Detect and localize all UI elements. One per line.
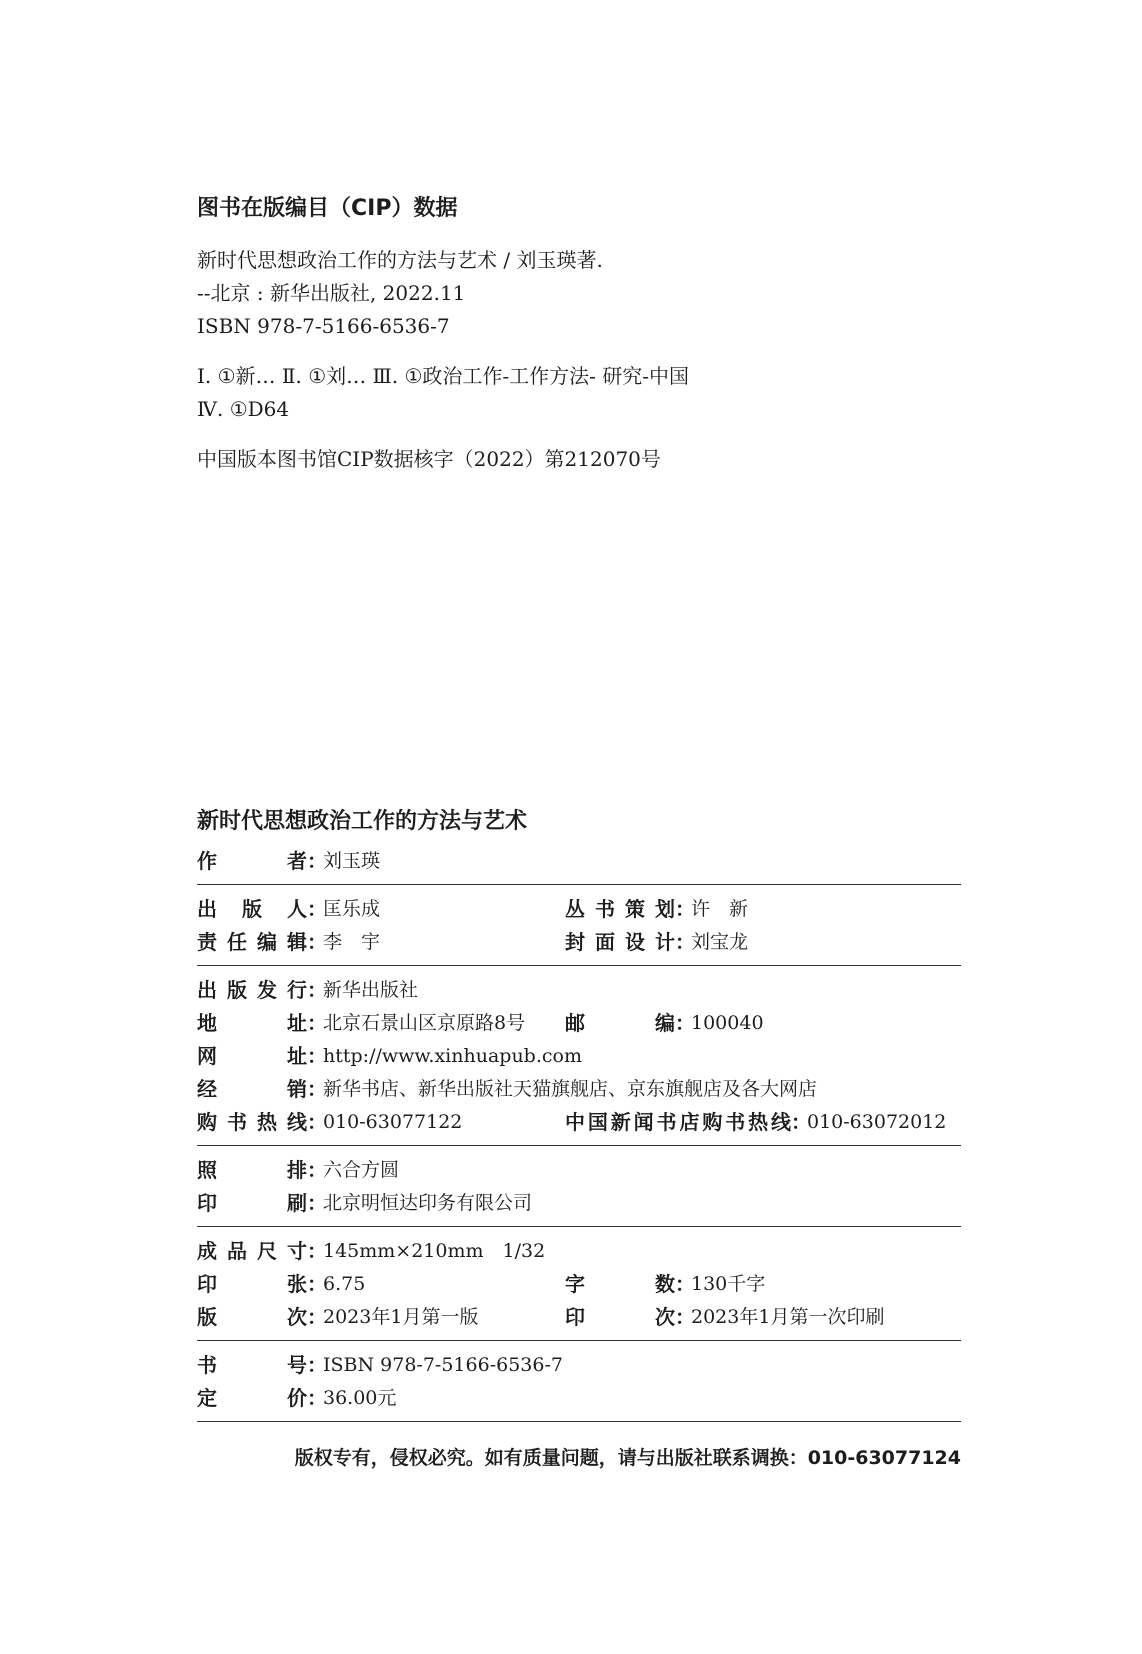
word-count-label: 字数 (565, 1272, 675, 1296)
colon: ： (307, 1305, 327, 1329)
edition-value: 2023年1月第一版 (323, 1306, 479, 1328)
colon: ： (307, 1272, 327, 1296)
imprint-row (197, 1382, 961, 1415)
edition-cell (197, 1301, 478, 1334)
colon: ： (675, 1272, 695, 1296)
colon: ： (307, 1011, 327, 1035)
colon: ： (307, 1386, 327, 1410)
size-value: 145mm×210mm 1/32 (323, 1240, 546, 1262)
hotline-label: 购书热线 (197, 1110, 307, 1134)
imprint-row (197, 893, 961, 926)
colon: ： (675, 1011, 695, 1035)
sellers-label: 经销 (197, 1077, 307, 1101)
cip-record-line: 中国版本图书馆CIP数据核字（2022）第212070号 (197, 447, 661, 471)
series-planner-cell (565, 893, 748, 926)
price-label: 定价 (197, 1386, 307, 1410)
imprint-row (197, 974, 961, 1007)
author-value: 刘玉瑛 (323, 850, 381, 872)
cip-isbn-line: ISBN 978-7-5166-6536-7 (197, 314, 450, 338)
news-hotline-cell (565, 1106, 946, 1139)
colon: ： (307, 1191, 327, 1215)
imprint-group-specs (197, 1227, 961, 1341)
cover-design-label: 封面设计 (565, 930, 675, 954)
word-count-cell (565, 1268, 765, 1301)
imprint-row (197, 926, 961, 959)
colon: ： (307, 1044, 327, 1068)
publisher-label: 出版人 (197, 897, 307, 921)
news-hotline-label: 中国新闻书店购书热线 (565, 1110, 791, 1134)
hotline-value: 010-63077122 (323, 1111, 463, 1133)
publisher-value: 匡乐成 (323, 898, 381, 920)
typesetting-label: 照排 (197, 1158, 307, 1182)
imprint-row (197, 1187, 961, 1220)
cover-design-value: 刘宝龙 (691, 931, 749, 953)
address-label: 地址 (197, 1011, 307, 1035)
copyright-notice: 版权专有，侵权必究。如有质量问题，请与出版社联系调换：010-63077124 (294, 1447, 961, 1469)
cip-heading: 图书在版编目（CIP）数据 (197, 196, 458, 221)
colon: ： (307, 849, 327, 873)
postcode-value: 100040 (691, 1012, 764, 1034)
imprint-row (197, 1349, 961, 1382)
sellers-value: 新华书店、新华出版社天猫旗舰店、京东旗舰店及各大网店 (323, 1078, 818, 1100)
imprint-row (197, 1040, 961, 1073)
imprint-row (197, 1301, 961, 1334)
website-label: 网址 (197, 1044, 307, 1068)
book-number-cell (197, 1349, 563, 1382)
size-label: 成品尺寸 (197, 1239, 307, 1263)
printer-label: 印刷 (197, 1191, 307, 1215)
editor-value: 李 宇 (323, 931, 381, 953)
cip-classification-line-2: Ⅳ. ①D64 (197, 397, 290, 421)
imprint-row (197, 1073, 961, 1106)
imprint-row (197, 1268, 961, 1301)
sheets-value: 6.75 (323, 1273, 366, 1295)
cip-block (197, 194, 957, 476)
imprint-row (197, 1154, 961, 1187)
colon: ： (791, 1110, 811, 1134)
colon: ： (307, 1158, 327, 1182)
price-cell (197, 1382, 396, 1415)
impression-label: 印次 (565, 1305, 675, 1329)
postcode-cell (565, 1007, 764, 1040)
colon: ： (675, 930, 695, 954)
imprint-block (197, 845, 961, 1422)
author-label: 作者 (197, 849, 307, 873)
impression-value: 2023年1月第一次印刷 (691, 1306, 885, 1328)
editor-cell (197, 926, 380, 959)
sheets-label: 印张 (197, 1272, 307, 1296)
colon: ： (307, 930, 327, 954)
book-title: 新时代思想政治工作的方法与艺术 (197, 809, 528, 834)
hotline-cell (197, 1106, 462, 1139)
publisher-cell (197, 893, 380, 926)
impression-cell (565, 1301, 884, 1334)
imprint-group-distribution (197, 966, 961, 1146)
cip-title-line: 新时代思想政治工作的方法与艺术 / 刘玉瑛著. (197, 248, 603, 272)
size-cell (197, 1235, 545, 1268)
imprint-row (197, 1106, 961, 1139)
imprint-group-isbn (197, 1341, 961, 1422)
edition-label: 版次 (197, 1305, 307, 1329)
book-number-value: ISBN 978-7-5166-6536-7 (323, 1354, 563, 1376)
colon: ： (307, 1110, 327, 1134)
word-count-value: 130千字 (691, 1273, 766, 1295)
book-number-label: 书号 (197, 1353, 307, 1377)
imprint-group-editorial (197, 885, 961, 966)
cip-spacer (197, 426, 957, 443)
colon: ： (307, 1077, 327, 1101)
typesetting-value: 六合方圆 (323, 1159, 400, 1181)
website-value: http://www.xinhuapub.com (323, 1045, 582, 1067)
distributor-cell (197, 974, 418, 1007)
cip-spacer (197, 343, 957, 360)
distributor-label: 出版发行 (197, 978, 307, 1002)
printer-cell (197, 1187, 532, 1220)
sheets-cell (197, 1268, 365, 1301)
address-cell (197, 1007, 525, 1040)
colon: ： (675, 897, 695, 921)
author-cell (197, 845, 380, 878)
cip-publish-line: --北京 : 新华出版社, 2022.11 (197, 281, 466, 305)
typesetting-cell (197, 1154, 399, 1187)
colon: ： (307, 1239, 327, 1263)
series-planner-value: 许 新 (691, 898, 749, 920)
imprint-row (197, 1235, 961, 1268)
imprint-row (197, 845, 961, 878)
editor-label: 责任编辑 (197, 930, 307, 954)
imprint-group-author (197, 845, 961, 885)
address-value: 北京石景山区京原路8号 (323, 1012, 526, 1034)
imprint-group-production (197, 1146, 961, 1227)
printer-value: 北京明恒达印务有限公司 (323, 1192, 533, 1214)
distributor-value: 新华出版社 (323, 979, 419, 1001)
colon: ： (307, 897, 327, 921)
colon: ： (307, 978, 327, 1002)
colon: ： (675, 1305, 695, 1329)
postcode-label: 邮编 (565, 1011, 675, 1035)
sellers-cell (197, 1073, 817, 1106)
imprint-row (197, 1007, 961, 1040)
website-cell (197, 1040, 582, 1073)
price-value: 36.00元 (323, 1387, 397, 1409)
series-planner-label: 丛书策划 (565, 897, 675, 921)
cover-design-cell (565, 926, 748, 959)
cip-classification-line-1: Ⅰ. ①新… Ⅱ. ①刘… Ⅲ. ①政治工作-工作方法- 研究-中国 (197, 364, 690, 388)
colon: ： (307, 1353, 327, 1377)
news-hotline-value: 010-63072012 (807, 1111, 947, 1133)
